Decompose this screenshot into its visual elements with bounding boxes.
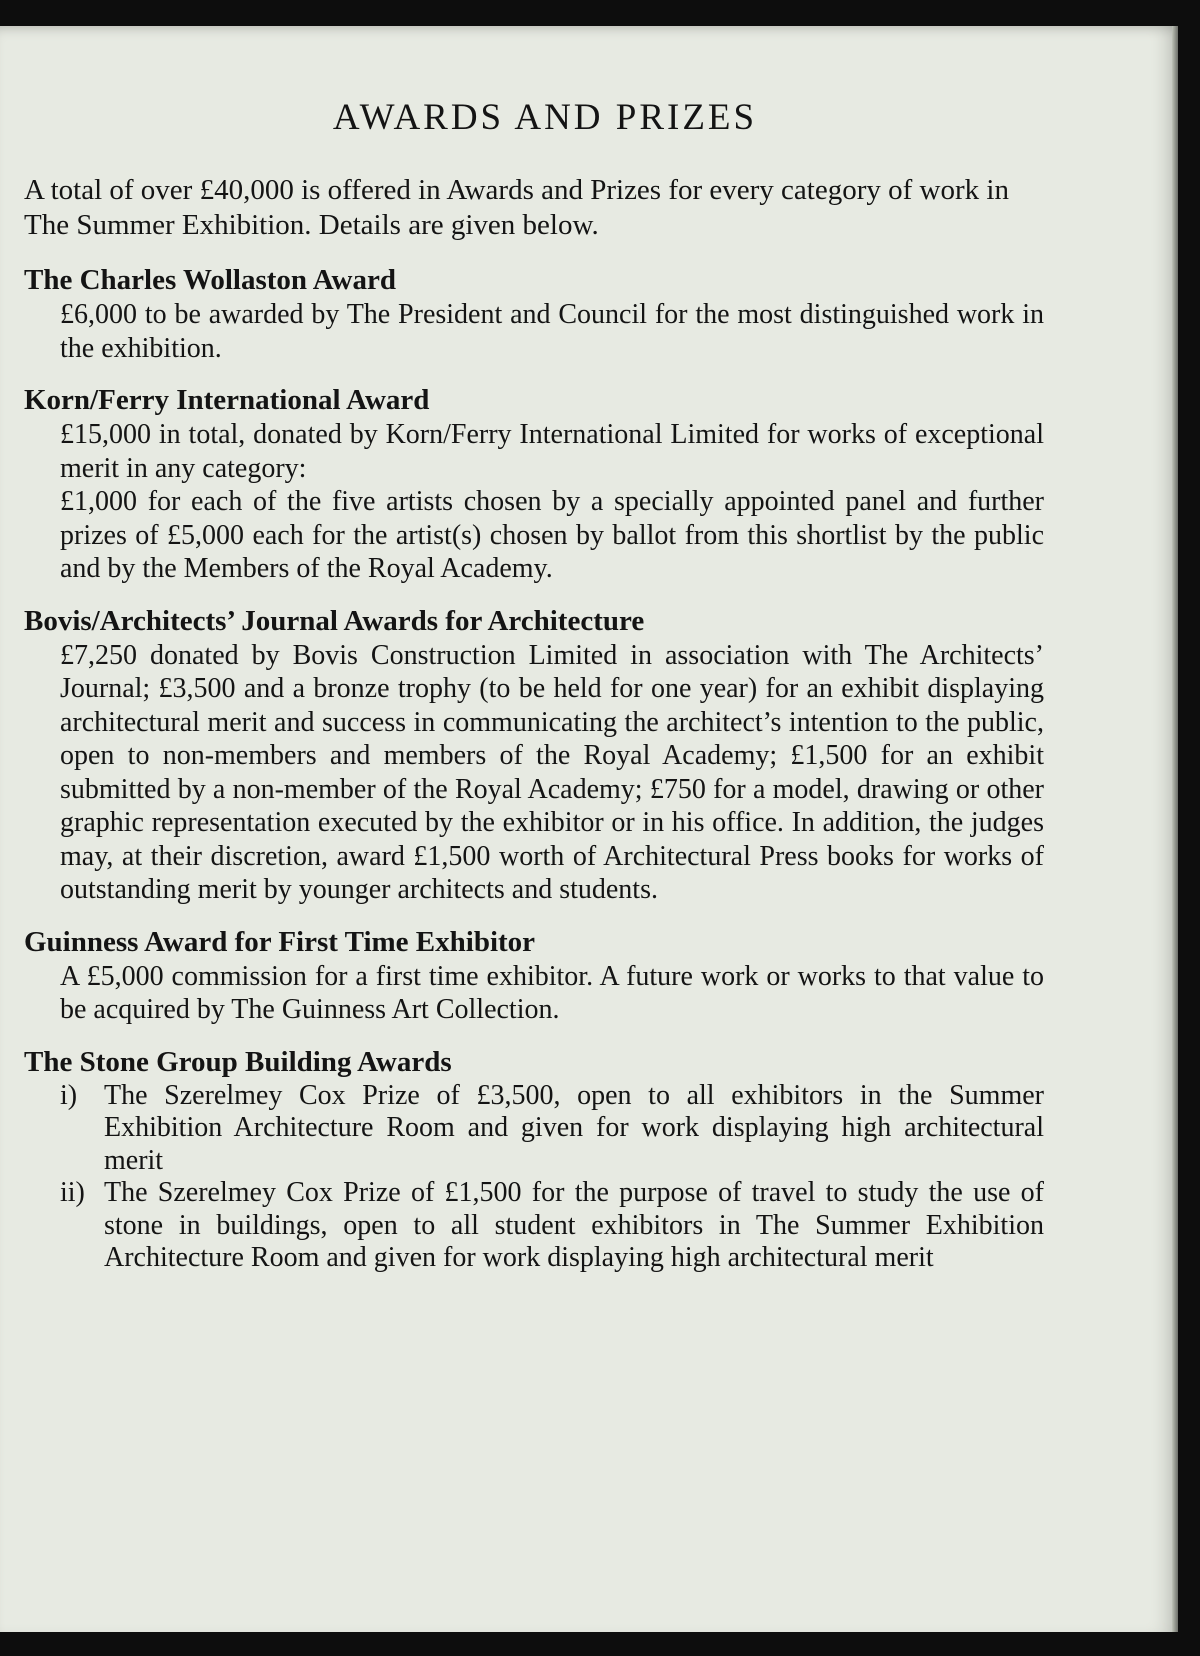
list-item <box>60 1177 1044 1275</box>
award-description <box>60 960 1044 1027</box>
award-description <box>60 418 1044 586</box>
award-paragraph: £7,250 donated by Bovis Construction Limited in association with The Architects’ Journal; £3,500 and a bronze trophy (to be held for one year) for an exhibit displaying architectural merit and success in communicating the architect’s intention to the public, open to non-members and members of the Royal Academy; £1,500 for an exhibit submitted by a non-member of the Royal Academy; £750 for a model, drawing or other graphic representation executed by the exhibitor or in his office. In addition, the judges may, at their discretion, award £1,500 worth of Architectural Press books for works of outstanding merit by younger architects and students. <box>60 639 1044 905</box>
award-guinness <box>24 925 1044 1027</box>
award-title: Korn/Ferry International Award <box>24 384 430 416</box>
list-item-text: The Szerelmey Cox Prize of £3,500, open to all exhibitors in the Summer Exhibition Architecture Room and given for work displaying high architectural merit <box>104 1079 1044 1176</box>
page-edge <box>1172 26 1178 1632</box>
award-bovis-architects-journal <box>24 604 1044 907</box>
award-title: The Charles Wollaston Award <box>24 264 396 296</box>
award-sub-list <box>60 1080 1044 1275</box>
list-item-number: ii) <box>60 1177 85 1208</box>
award-description <box>60 298 1044 365</box>
award-title: The Stone Group Building Awards <box>24 1045 452 1078</box>
list-item-number: i) <box>60 1079 78 1111</box>
award-title: Guinness Award for First Time Exhibitor <box>24 925 536 958</box>
page-title: AWARDS AND PRIZES <box>332 97 758 138</box>
award-description <box>60 639 1044 907</box>
award-paragraph: £1,000 for each of the five artists chosen by a specially appointed panel and further prizes of £5,000 each for the artist(s) chosen by ballot from this shortlist by the public and by the Members of the Royal Academy. <box>60 486 1044 584</box>
document-content <box>24 96 1044 1293</box>
intro-paragraph: A total of over £40,000 is offered in Awards and Prizes for every category of work in The Summer Exhibition. Details are given below. <box>24 174 1009 241</box>
list-item <box>60 1080 1044 1178</box>
award-title: Bovis/Architects’ Journal Awards for Architecture <box>24 604 645 637</box>
award-paragraph: £6,000 to be awarded by The President and Council for the most distinguished work in the exhibition. <box>60 299 1044 364</box>
award-paragraph: A £5,000 commission for a first time exhibitor. A future work or works to that value to be acquired by The Guinness Art Collection. <box>60 960 1044 1025</box>
award-stone-group <box>24 1045 1044 1275</box>
list-item-text: The Szerelmey Cox Prize of £1,500 for the purpose of travel to study the use of stone in buildings, open to all student exhibitors in The Summer Exhibition Architecture Room and given for work displaying high architectural merit <box>104 1177 1044 1273</box>
award-charles-wollaston <box>24 263 1044 365</box>
award-paragraph: £15,000 in total, donated by Korn/Ferry International Limited for works of exceptional merit in any category: <box>60 419 1044 484</box>
award-korn-ferry <box>24 383 1044 586</box>
